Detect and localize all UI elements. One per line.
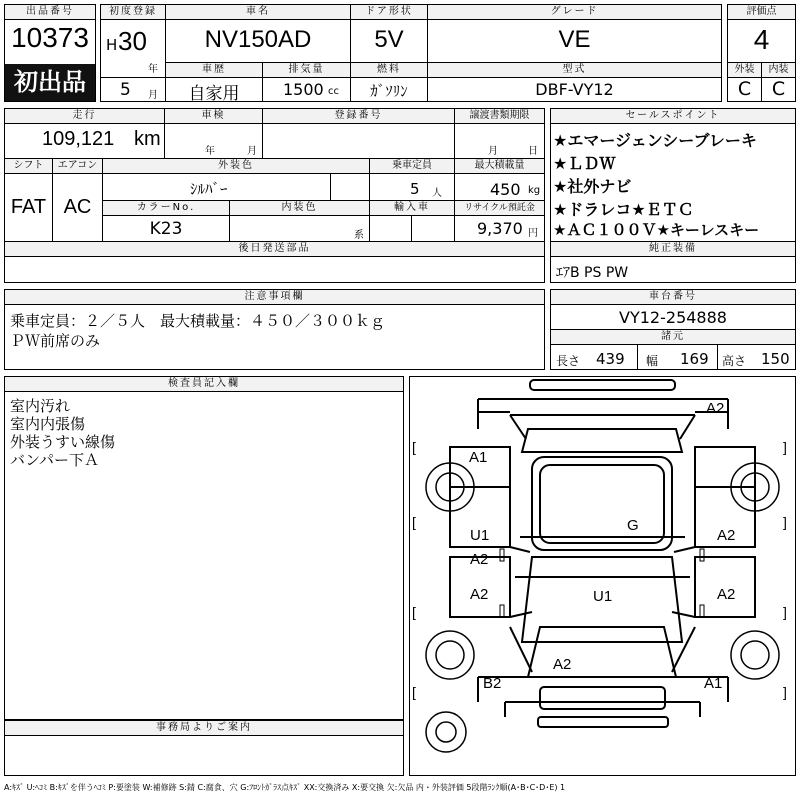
notes-label: 注意事項欄 bbox=[5, 290, 544, 305]
inspector-note-3: 外装うすい線傷 bbox=[10, 433, 116, 451]
mark-front-right: A2 bbox=[706, 400, 725, 417]
insp-year-unit: 年 bbox=[205, 146, 215, 157]
shift: FAT bbox=[10, 196, 47, 218]
later-parts-label: 後日発送部品 bbox=[5, 242, 544, 257]
ac: AC bbox=[63, 196, 92, 218]
equipment-label: 純正装備 bbox=[551, 242, 795, 257]
sales-point-1: ★エマージェンシーブレーキ bbox=[553, 131, 757, 150]
sales-point-4: ★ドラレコ★ＥＴＣ bbox=[553, 200, 694, 219]
chassis-label: 車台番号 bbox=[551, 290, 795, 305]
exterior-grade: C bbox=[737, 78, 752, 100]
transfer-label: 譲渡書類期限 bbox=[455, 109, 544, 124]
load-label: 最大積載量 bbox=[455, 159, 544, 174]
shift-label: シフト bbox=[5, 159, 52, 174]
svg-text:[: [ bbox=[412, 514, 416, 530]
mark-front-left: A1 bbox=[469, 449, 488, 466]
capacity-label: 乗車定員 bbox=[370, 159, 454, 174]
interior-color-label: 内装色 bbox=[230, 201, 369, 216]
displacement: 1500 bbox=[283, 80, 324, 99]
svg-text:]: ] bbox=[783, 684, 787, 700]
door-type: 5V bbox=[374, 26, 404, 53]
capacity: 5 bbox=[410, 180, 420, 198]
height-label: 高さ bbox=[722, 354, 747, 368]
first-listing-badge: 初出品 bbox=[5, 64, 95, 101]
mileage-unit: km bbox=[134, 128, 161, 150]
reg-month: 5 bbox=[120, 80, 131, 100]
recycle-unit: 円 bbox=[528, 228, 538, 239]
insp-month-unit: 月 bbox=[247, 146, 257, 157]
sales-point-5: ★ＡＣ１００Ｖ★キーレスキー bbox=[553, 221, 760, 239]
svg-text:[: [ bbox=[412, 604, 416, 620]
inspector-note-1: 室内汚れ bbox=[10, 397, 71, 415]
inspector-label: 検査員記入欄 bbox=[5, 377, 403, 392]
mark-roof: U1 bbox=[593, 588, 613, 605]
office-label: 事務局よりご案内 bbox=[5, 720, 403, 736]
recycle-fee: 9,370 bbox=[477, 219, 523, 238]
transfer-day-unit: 日 bbox=[528, 146, 538, 157]
displacement-unit: cc bbox=[328, 86, 339, 97]
reg-year-unit: 年 bbox=[148, 64, 158, 75]
interior-grade: C bbox=[771, 78, 786, 100]
car-name: NV150AD bbox=[204, 26, 312, 53]
lot-label: 出品番号 bbox=[5, 5, 95, 20]
mark-right-front-door: A2 bbox=[717, 527, 736, 544]
mark-left-front-door-u: U1 bbox=[470, 527, 490, 544]
load-unit: kg bbox=[528, 185, 541, 196]
grade-label: グレード bbox=[428, 5, 721, 20]
height: 150 bbox=[761, 350, 790, 368]
mark-rear-right: A1 bbox=[704, 675, 723, 692]
chassis-number: VY12-254888 bbox=[619, 308, 727, 327]
length-label: 長さ bbox=[556, 354, 581, 368]
mileage-label: 走行 bbox=[5, 109, 164, 124]
sales-point-2: ★ＬＤＷ bbox=[553, 154, 616, 173]
car-diagram bbox=[410, 377, 795, 775]
grade: VE bbox=[558, 26, 591, 53]
svg-text:]: ] bbox=[783, 439, 787, 455]
reg-year: 30 bbox=[118, 26, 147, 56]
transfer-month-unit: 月 bbox=[488, 146, 498, 157]
mark-rear-gate: A2 bbox=[553, 656, 572, 673]
interior-label: 内装 bbox=[762, 63, 795, 77]
reg-label: 初度登録 bbox=[101, 5, 165, 20]
mark-rear-left: B2 bbox=[483, 675, 502, 692]
car-name-label: 車名 bbox=[166, 5, 350, 20]
inspector-note-4: バンパー下Ａ bbox=[10, 451, 99, 469]
plate-label: 登録番号 bbox=[263, 109, 454, 124]
lot-number: 10373 bbox=[11, 22, 89, 53]
width: 169 bbox=[680, 350, 709, 368]
model-label: 型式 bbox=[428, 63, 721, 78]
reg-month-unit: 月 bbox=[148, 90, 158, 101]
reg-era: H bbox=[106, 36, 118, 54]
exterior-color: ｼﾙﾊﾞｰ bbox=[190, 180, 228, 198]
fuel: ｶﾞｿﾘﾝ bbox=[370, 82, 408, 100]
color-no-label: カラーNo. bbox=[103, 201, 229, 216]
color-label: 外装色 bbox=[103, 159, 369, 174]
legend: A:ｷｽﾞ U:ﾍｺﾐ B:ｷｽﾞを伴うﾍｺﾐ P:要塗装 W:補修跡 S:錆 C:腐食、穴 G:ﾌﾛﾝﾄｶﾞﾗｽ点ｷｽﾞ XX:交換済み X:要交換 欠:欠品 内・外装評価 5段階ﾗﾝｸ順(A･B･C･D･E) 1 bbox=[4, 783, 566, 792]
score: 4 bbox=[753, 24, 770, 55]
mark-right-rear-door: A2 bbox=[717, 586, 736, 603]
recycle-label: リサイクル預託金 bbox=[455, 201, 544, 216]
history-label: 車歴 bbox=[166, 63, 262, 78]
displacement-label: 排気量 bbox=[263, 63, 350, 78]
mark-left-rear-door: A2 bbox=[470, 586, 489, 603]
svg-text:]: ] bbox=[783, 604, 787, 620]
svg-text:]: ] bbox=[783, 514, 787, 530]
mark-windshield: G bbox=[627, 517, 639, 534]
inspection-label: 車検 bbox=[165, 109, 262, 124]
door-label: ドア形状 bbox=[351, 5, 427, 20]
interior-color-unit: 系 bbox=[354, 230, 364, 241]
model: DBF-VY12 bbox=[535, 80, 614, 99]
mileage: 109,121 bbox=[42, 128, 115, 150]
ac-label: エアコン bbox=[53, 159, 102, 174]
exterior-label: 外装 bbox=[728, 63, 761, 77]
score-label: 評価点 bbox=[728, 5, 795, 20]
mark-left-front-door-a: A2 bbox=[470, 551, 489, 568]
capacity-unit: 人 bbox=[432, 188, 442, 199]
width-label: 幅 bbox=[646, 354, 659, 368]
sales-point-3: ★社外ナビ bbox=[553, 177, 632, 196]
notes-line-1: 乗車定員：２／５人 最大積載量：４５０／３００ｋｇ bbox=[10, 312, 386, 330]
svg-text:[: [ bbox=[412, 684, 416, 700]
sales-label: セールスポイント bbox=[551, 109, 795, 124]
import-label: 輸入車 bbox=[370, 201, 454, 216]
color-no: K23 bbox=[149, 219, 183, 239]
length: 439 bbox=[596, 350, 625, 368]
dims-label: 諸元 bbox=[551, 330, 795, 345]
inspector-note-2: 室内内張傷 bbox=[10, 415, 86, 433]
svg-text:[: [ bbox=[412, 439, 416, 455]
notes-line-2: ＰＷ前席のみ bbox=[10, 332, 101, 350]
max-load: 450 bbox=[490, 180, 521, 199]
history: 自家用 bbox=[188, 84, 240, 104]
fuel-label: 燃料 bbox=[351, 63, 427, 78]
equipment: ｴｱB PS PW bbox=[556, 265, 629, 281]
